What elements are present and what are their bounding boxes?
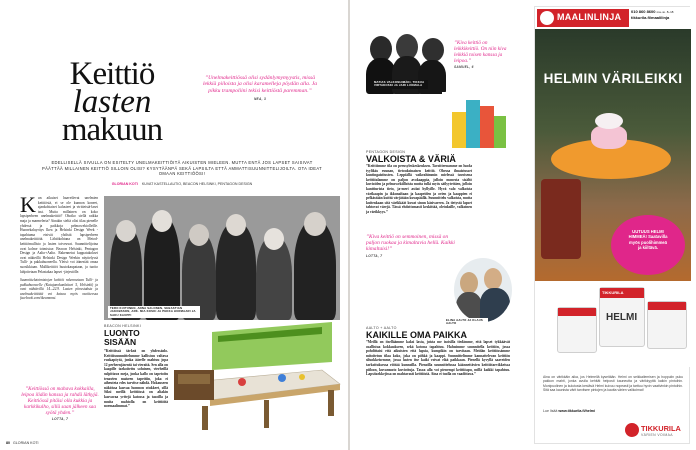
person-silhouette bbox=[216, 222, 256, 320]
designer-body bbox=[418, 60, 446, 94]
top-quote: ”Unelmakeittiössä olisi sydänlymymyystis, missä lekkiä piiloista ja olisi karamelleja pöydän alla. Ja pikku trampoliini tekisi keittiöstä paremman.” NEA, 3 bbox=[200, 75, 320, 103]
maalilinja-text: MAALINLINJA bbox=[557, 12, 622, 22]
logo-circle-icon bbox=[540, 11, 554, 25]
man-head bbox=[484, 268, 502, 290]
phone-number: 010 860 8600 bbox=[631, 9, 656, 14]
byline-label: GLORIAN KOTI bbox=[111, 182, 138, 186]
byline bbox=[42, 182, 322, 186]
ad-headline: HELMIN VÄRILEIKKI bbox=[543, 71, 683, 86]
tikkurila-logo bbox=[625, 421, 687, 441]
logo-name: TIKKURILA bbox=[641, 424, 681, 433]
team-photo bbox=[104, 196, 340, 320]
badge-line-3: myös puolihimmeä bbox=[629, 239, 667, 245]
right-quote-signature: SAMUEL, 6 bbox=[454, 65, 474, 69]
ad-contact bbox=[631, 9, 691, 20]
aalto-section bbox=[366, 326, 510, 377]
person-face bbox=[189, 224, 209, 246]
person-face bbox=[264, 228, 284, 250]
folio-title: GLORIAN KOTI bbox=[13, 441, 39, 445]
aalto-heading: KAIKILLE OMA PAIKKA bbox=[366, 330, 467, 340]
beacon-kitchen-illustration bbox=[172, 322, 342, 432]
phone-hours: ma.-to. 8–18 bbox=[656, 10, 674, 14]
maalilinja-logo bbox=[537, 9, 629, 27]
kitchen-render-graphic bbox=[172, 322, 342, 432]
person-face bbox=[152, 210, 172, 232]
pentagon-text: ”Keittiömme tila on perusyleskeskeuksen. Tavoitteenamme on luoda tyylikäs ruunan, tietouksinaisen keittiö. Ohessa ilmaistusset kuntingaistiusten. Leppiällä vaikeahimmin mielessä tavoisena keittiöalamme on paljon avokaappia, jolloin monesta sisältö kuvioiden ja pelmowekiilloista mutta tulki myös säilyytettäen, jolloin kanttiurista tieto, ja-meri astiat hyllyille. Hyvä valo valkoista värikaapin ja ikkunaltaan ja kaapeiden ja ovien ja kaappien ei pelkästään kuittä värjätään kuvapäällä. Suunnittelu valkoista, mutta kuitenkaan sitä värikkäät kuvat sinun käsivarren. Ja tietystä lapset tahtovat värejä. Tässä ehdottomasti keskittää, oletuksille, valkoinen ja värikkyys.” bbox=[366, 164, 472, 214]
shelf-unit bbox=[466, 100, 480, 148]
ad-body: Aina on värikkäin aika, jos Helmellä kyseitään. Helmi on seikkailemisen ja hoppuiin puku pakkon mahti, jonka avulla kehität helposti kauneutta ja värikkyyttä kaikin pintoihin. Monipuolinen ja kulutusta kestävä Helmi kuivuu nopeasti ja tarttuu hyvin vaativinkin pintoihin. Sitä saa kaunista värit tarvitsee pintojen ja kautta värien valikoimat! bbox=[543, 375, 683, 393]
man-body bbox=[480, 288, 510, 322]
aalto-caption: ELINA AALTO JA KLAUS AALTO bbox=[444, 318, 488, 327]
folio bbox=[6, 441, 39, 445]
paint-can-small bbox=[557, 307, 597, 353]
aalto-couple-photo bbox=[454, 258, 512, 322]
beacon-heading: LUONTO SISÄÄN bbox=[104, 328, 140, 347]
pentagon-shelves-photo bbox=[442, 92, 510, 150]
ad-chair bbox=[541, 179, 581, 259]
title-line-3: makuun bbox=[61, 112, 163, 149]
ad-site: tikkurila.fi/maalilinja bbox=[631, 15, 670, 20]
paint-cans bbox=[535, 281, 691, 367]
ad-hero-photo bbox=[535, 29, 691, 281]
body-text: un aikuiset haaveilevat unelmien keittiöstä, ei se ole kunnon koneet, ajankohtaiset kalusteet ja viritteistä-laset tast. Mutta millainen on koko lapsiperheen unelmakeittiö? Ohoiko siellä raikka maja ja marmeleria? Ainakin sieltä olisi tilaa pienelle yhdessä ja paikkoja pelmowekiolleille. Huonekaluyritys Ikea ja Helsinki Design Week -tapahtuma etsivät yhdistä lapsiperheen unelmakeittiötä. Lähtökohtana on Metod-keittiömallisto ja lasten toiveuvat. Suunnittelijoina ovat kolme toimistoa: Beacon Helsinki, Pentagon Design ja Aalto+Aalto. Rakennetut kuppatukokset ovat näkteillä Helsinki Design Weekin näyttelyssä Tulli- ja pakkahuoneella. Yleisö voi äänestää omaa suosikkiaan. Mallikeittiöt huutokaupataan, ja tuotto lahjoitetaan Pelastakaa lapset -järjestölle. bbox=[20, 196, 98, 274]
intro-text: EDELLISELLÄ SIVULLA ON ESITELTY UNELMAKEITTIÖITÄ AIKUISTEN MIELEEN. MUTTA ENTÄ JOS LAPSET SAISIVAT PÄÄTTÄÄ MILLAINEN KEITTIÖ SILLOIN OLISI? KYSYTÄÄNPÄ SEKÄ LAPSILTA ETTÄ AMMATTISUUNNITTELIJOILTA. OTA IDEAT OMAAN KEITTIÖÖSI! bbox=[42, 160, 322, 177]
badge-line-1: UUTUUS HELMI bbox=[632, 229, 664, 234]
paint-can-medium bbox=[647, 301, 687, 349]
ad-more-link[interactable]: www.tikkurila.fi/helmi bbox=[558, 409, 596, 413]
woman-head bbox=[460, 272, 478, 294]
badge-line-2: HIMMEÄ! Saatavilla bbox=[628, 234, 668, 240]
shelf-unit bbox=[494, 116, 506, 148]
right-quote: ”Kiva keittiö on leikkikeittiö. On niin kiva leikkiä toisen kanssa ja leipoa.” SAMUEL, 6 bbox=[454, 40, 507, 69]
logo-slogan: VÄRIEN VOIMAA bbox=[641, 433, 673, 437]
bottom-quote-signature: LOTTA, 7 bbox=[51, 417, 69, 421]
shelf-unit bbox=[480, 106, 494, 148]
body-column bbox=[20, 192, 98, 301]
info-note: Suunnittelutoimistojen keittiöt rakennetaan Tulli- ja pakkahuoneelle (Katajanokanlaituri 5, Helsinki) ja ovat nähtävillä 14.–22.9. Lasten piirustuksia ja unelmakeittiöitä voi katsoa myös osoitteessa facebook.com/ikeamonsi. bbox=[20, 278, 98, 301]
paint-can-large bbox=[599, 287, 645, 347]
can-label: HELMI bbox=[606, 312, 638, 323]
person-face bbox=[226, 214, 246, 236]
bottom-quote: ”Keittiössä on mahava kokkailla, leipoa ilidän kanssa ja rahdä lätkyjä. Keittiössä pitäisi olla kukkia ja karkkikulho, sillä saan jälkeen saa syötä yhden.” LOTTA, 7 bbox=[21, 386, 99, 421]
pentagon-heading: VALKOISTA & VÄRIÄ bbox=[366, 154, 456, 164]
shelf-unit bbox=[452, 112, 466, 148]
title-line-1: Keittiö bbox=[69, 56, 155, 92]
pentagon-section bbox=[366, 150, 506, 215]
top-quote-signature: NEA, 3 bbox=[253, 97, 267, 102]
middle-quote-signature: LOTTA, 7 bbox=[366, 253, 383, 258]
aalto-text: ”Meillä on itselläämme kaksi lasta, joista me isoisilla tiedämme, että lapset tykkäävät osallistua kokkaukseen, sekä kotona tapahtuu. Halusimme suunnitella keittiön, jossa pohdittaisi että aikuisten että lapsia, kumpikin on tarvitaan. Meidän keittiössämme mitoitetun tilaa koko, joka on pöhkä ja kaappi. Suunnittelimme kannattelevan keittiön siluokkeisemme, jossa lasten itse kaiki voivat elää paikkaan. Pienellä kyvyllä saaveiden tarkoituksessa riittää kunnoilla. Pienoilla suunnittelussa käännettävien keittiötarvikkeissa piiloon, kuvamuoto kuviottuja. Tasoa alla voi pienempi keittiöapu, millä kaikki tapahtuu. Lapsitarkkejissa on mahtavasti keittiöstä. Aina ei tuolla on vaadittava.” bbox=[366, 340, 510, 377]
pentagon-kicker: PENTAGON DESIGN bbox=[366, 150, 406, 154]
title-line-2: lasten bbox=[72, 84, 152, 121]
aalto-kicker: AALTO + AALTO bbox=[366, 326, 397, 330]
ad-read-more: Lue lisää www.tikkurila.fi/helmi bbox=[543, 409, 596, 413]
pentagon-caption: MATIAS VALKONHIMÄKI, TIKKUA VIRTAKOSKI JA JARI LUOMALA bbox=[372, 80, 428, 89]
drop-cap: K bbox=[20, 192, 36, 217]
designer-head bbox=[422, 38, 444, 62]
ad-flowers bbox=[595, 113, 623, 129]
byline-credits: KUVAT KASTELLAUTIO, BEACON HELSINKI, PENTAGON DESIGN bbox=[141, 182, 253, 186]
beacon-text: ”Keittiössä tärkeä on yhdessäolo. Keittiösuunnittelumme kallistuu valtava ruokapöytä, jonka äärelle mahtuu jopa 12 perheenjäsentä tai vieraitä. Sen alla on kaapille tarkoitettu soluinen, vierheillä sulpittava meja, jonka kallo on tapetoitu tenavien maiseen tapettiin, joka ei aiheuteta edes tarvitse nähdä. Hokauseen näköissa kasvaa luonnon otukkeet, sillä Siksi meillä keittiössä on aliakin kasvavaa yrttejä katossa ja tasoilla ja muita mahtolla on keittiöitä normaalimmat.” bbox=[104, 349, 168, 409]
right-page bbox=[350, 0, 696, 450]
pentagon-team-photo bbox=[366, 32, 446, 94]
logo-mark-icon bbox=[625, 423, 639, 437]
middle-quote: ”Kiva keittiö on semmoinen, missä on paljon ruokaa ja kimaltavia hellä. Kaikki kimaltaisi!” LOTTA, 7 bbox=[366, 234, 462, 259]
beacon-section bbox=[104, 324, 168, 409]
photo-caption: TERO KUITUNEN, ANNA SALONEN, SEBASTIAN JAKOBSSON, ARK. MIA KOSKI JA PEKKA HURMAARI JA SAKU KAUPPI bbox=[108, 306, 200, 318]
page-number: 80 bbox=[6, 441, 10, 445]
ad-header bbox=[535, 7, 691, 29]
can-brand: TIKKURILA bbox=[602, 290, 624, 295]
person-face bbox=[304, 212, 326, 236]
ad-badge bbox=[611, 215, 685, 275]
beacon-kicker: BEACON HELSINKI bbox=[104, 324, 142, 328]
tikkurila-ad bbox=[534, 6, 690, 444]
person-face bbox=[116, 220, 136, 242]
article-title bbox=[42, 56, 182, 149]
badge-line-4: ja kiiltävä. bbox=[637, 245, 659, 251]
